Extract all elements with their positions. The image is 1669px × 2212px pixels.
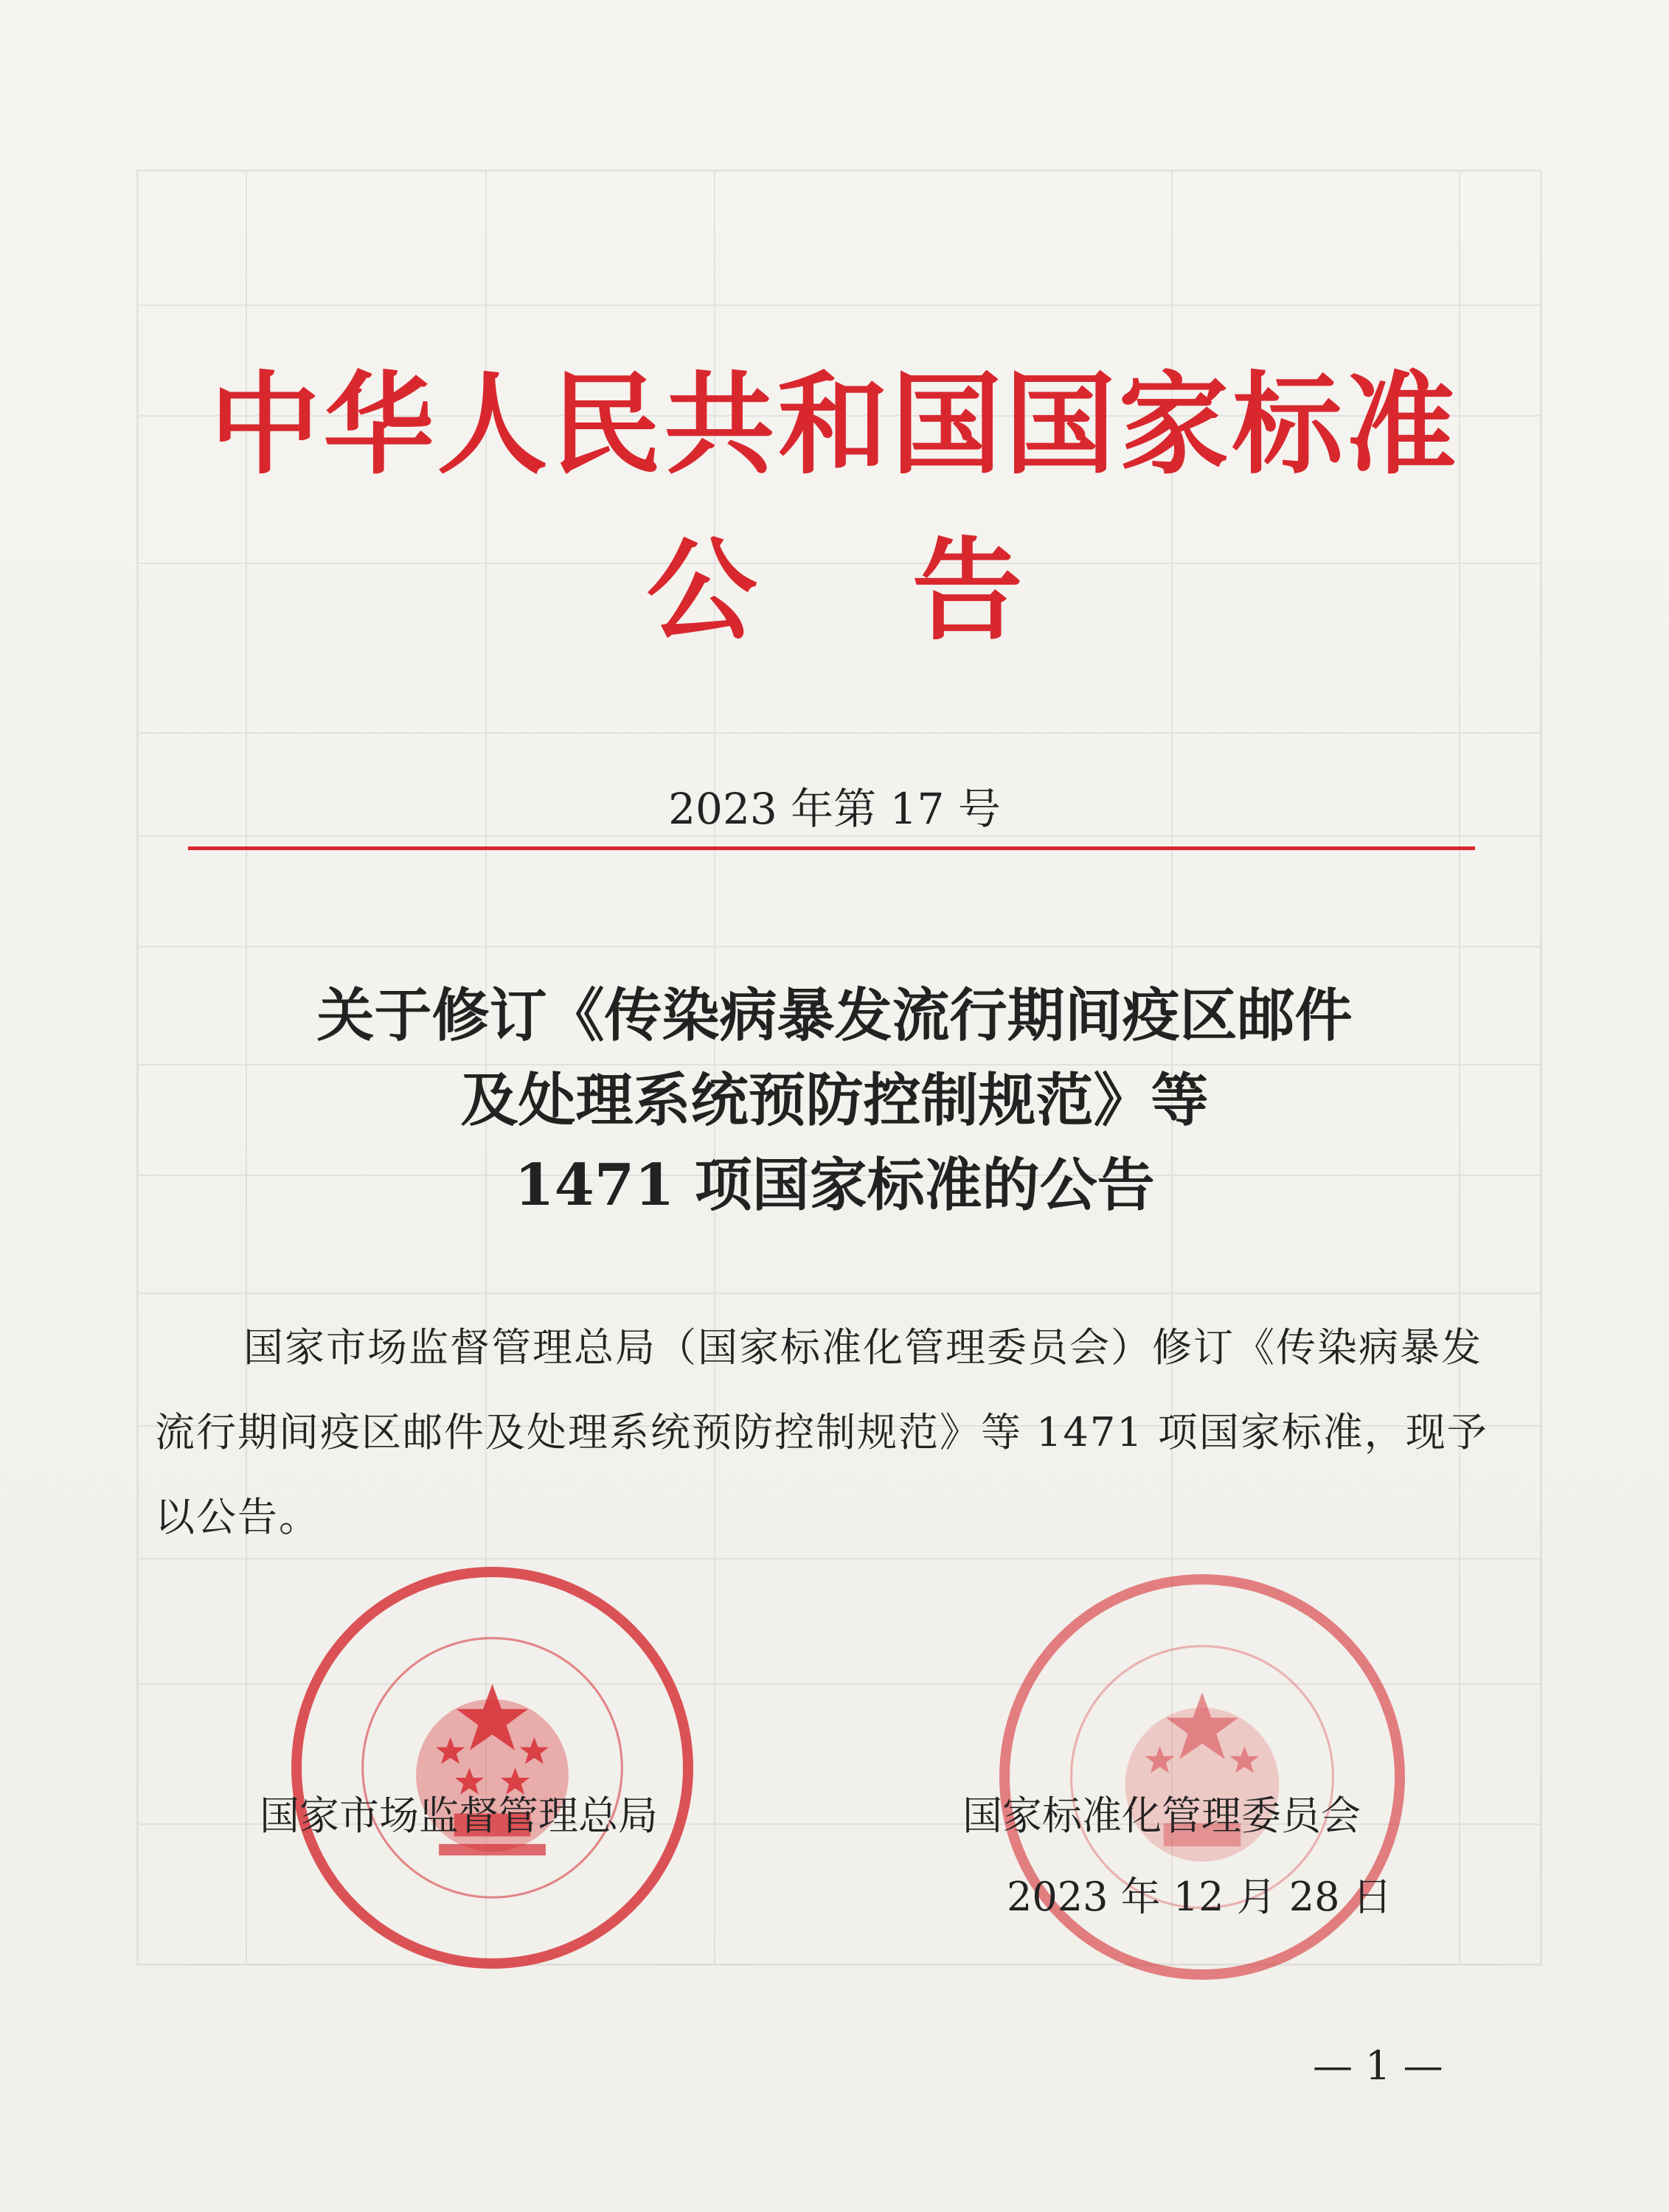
samr-seal-stamp <box>291 1567 693 1969</box>
notice-title-line-1: 关于修订《传染病暴发流行期间疫区邮件 <box>316 982 1353 1049</box>
signature-date: 2023 年 12 月 28 日 <box>1007 1874 1392 1920</box>
document-header-subtitle: 公告 <box>646 527 1178 655</box>
red-divider-line <box>188 846 1475 850</box>
notice-body: 国家市场监督管理总局（国家标准化管理委员会）修订《传染病暴发流行期间疫区邮件及处理系统预防控制规范》等 1471 项国家标准，现予以公告。 <box>155 1324 1488 1540</box>
signature-samr: 国家市场监督管理总局 <box>260 1792 658 1839</box>
document-number: 2023 年第 17 号 <box>668 784 1001 834</box>
page-number: — 1 — <box>1313 2042 1443 2089</box>
notice-title-line-2: 及处理系统预防控制规范》等 <box>460 1067 1209 1134</box>
seal-emblem-icon <box>302 1577 683 1958</box>
notice-title <box>0 973 1669 1228</box>
notice-title-line-3: 1471 项国家标准的公告 <box>514 1152 1155 1219</box>
document-header-title: 中华人民共和国国家标准 <box>209 361 1460 490</box>
signature-sac: 国家标准化管理委员会 <box>962 1792 1361 1839</box>
